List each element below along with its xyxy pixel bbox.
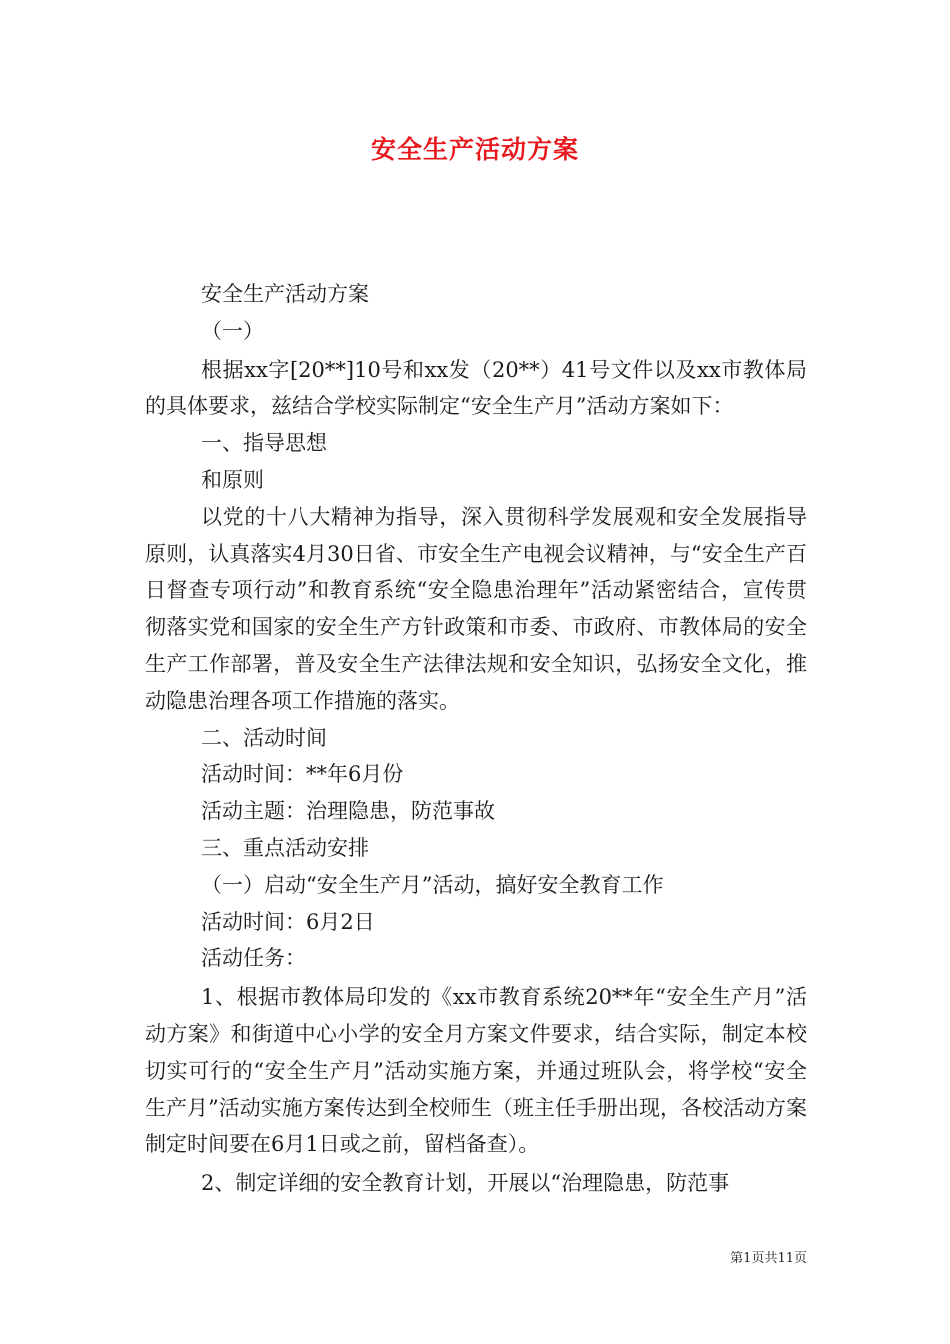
paragraph-task-2: 2、制定详细的安全教育计划，开展以“治理隐患，防范事 [201,1171,730,1196]
paragraph-launch-time: 活动时间：6月2日 [201,909,375,934]
page-number-footer: 第1页共11页 [730,1251,807,1266]
paragraph-subtitle: 安全生产活动方案 [201,282,369,306]
heading-key-activities: 三、重点活动安排 [201,835,369,860]
heading-guiding-ideology: 一、指导思想 [201,431,327,456]
heading-principles: 和原则 [201,467,264,492]
document-body [145,276,807,1202]
paragraph-activity-tasks: 活动任务： [201,946,306,971]
paragraph-guiding-content: 以党的十八大精神为指导，深入贯彻科学发展观和安全发展指导原则，认真落实4月30日省、市安全生产电视会议精神，与“安全生产百日督查专项行动”和教育系统“安全隐患治理年”活动紧密结合，宣传贯彻落实党和国家的安全生产方针政策和市委、市政府、市教体局的安全生产工作部署，普及安全生产法律法规和安全知识，弘扬安全文化，推动隐患治理各项工作措施的落实。 [145,504,807,713]
paragraph-activity-time: 活动时间：**年6月份 [201,762,404,787]
paragraph-activity-theme: 活动主题：治理隐患，防范事故 [201,799,495,824]
document-title: 安全生产活动方案 [370,135,579,164]
paragraph-intro: 根据xx字[20**]10号和xx发（20**）41号文件以及xx市教体局的具体要求，兹结合学校实际制定“安全生产月”活动方案如下： [145,357,807,419]
paragraph-task-1: 1、根据市教体局印发的《xx市教育系统20**年“安全生产月”活动方案》和街道中心小学的安全月方案文件要求，结合实际，制定本校切实可行的“安全生产月”活动实施方案，并通过班队会，将学校“安全生产月”活动实施方案传达到全校师生（班主任手册出现，各校活动方案制定时间要在6月1日或之前，留档备查）。 [145,985,807,1157]
paragraph-section-number: （一） [201,318,264,343]
heading-activity-time: 二、活动时间 [201,725,327,750]
subheading-launch-activity: （一）启动“安全生产月”活动，搞好安全教育工作 [201,872,664,897]
